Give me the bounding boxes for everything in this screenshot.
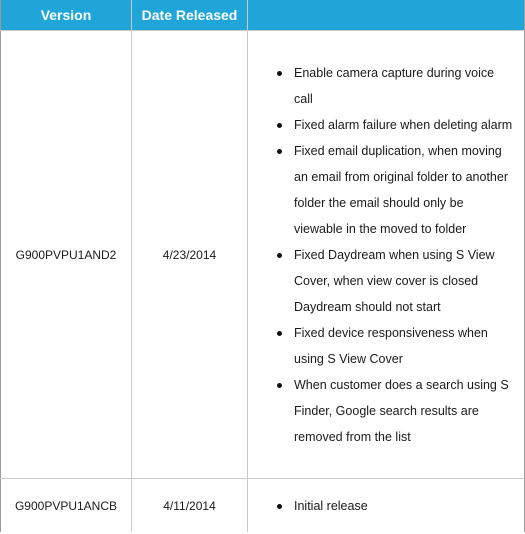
release-notes-list <box>248 60 524 450</box>
list-item: Initial release <box>294 493 524 519</box>
date-cell: 4/23/2014 <box>132 31 248 479</box>
list-item: Fixed email duplication, when moving an email from original folder to another folder the email should only be viewable in the moved to folder <box>294 138 524 242</box>
release-notes-list <box>248 493 524 519</box>
list-item: Fixed Daydream when using S View Cover, when view cover is closed Daydream should not start <box>294 242 524 320</box>
list-item: Enable camera capture during voice call <box>294 60 524 112</box>
header-version: Version <box>1 0 132 31</box>
list-item: Fixed alarm failure when deleting alarm <box>294 112 524 138</box>
table-row <box>1 479 525 533</box>
notes-cell <box>248 31 525 479</box>
list-item: Fixed device responsiveness when using S View Cover <box>294 320 524 372</box>
date-cell: 4/11/2014 <box>132 479 248 533</box>
header-notes <box>248 0 525 31</box>
version-cell: G900PVPU1ANCB <box>1 479 132 533</box>
table-row <box>1 31 525 479</box>
table-header-row <box>1 0 525 31</box>
version-cell: G900PVPU1AND2 <box>1 31 132 479</box>
header-date-released: Date Released <box>132 0 248 31</box>
list-item: When customer does a search using S Finder, Google search results are removed from the list <box>294 372 524 450</box>
notes-cell <box>248 479 525 533</box>
